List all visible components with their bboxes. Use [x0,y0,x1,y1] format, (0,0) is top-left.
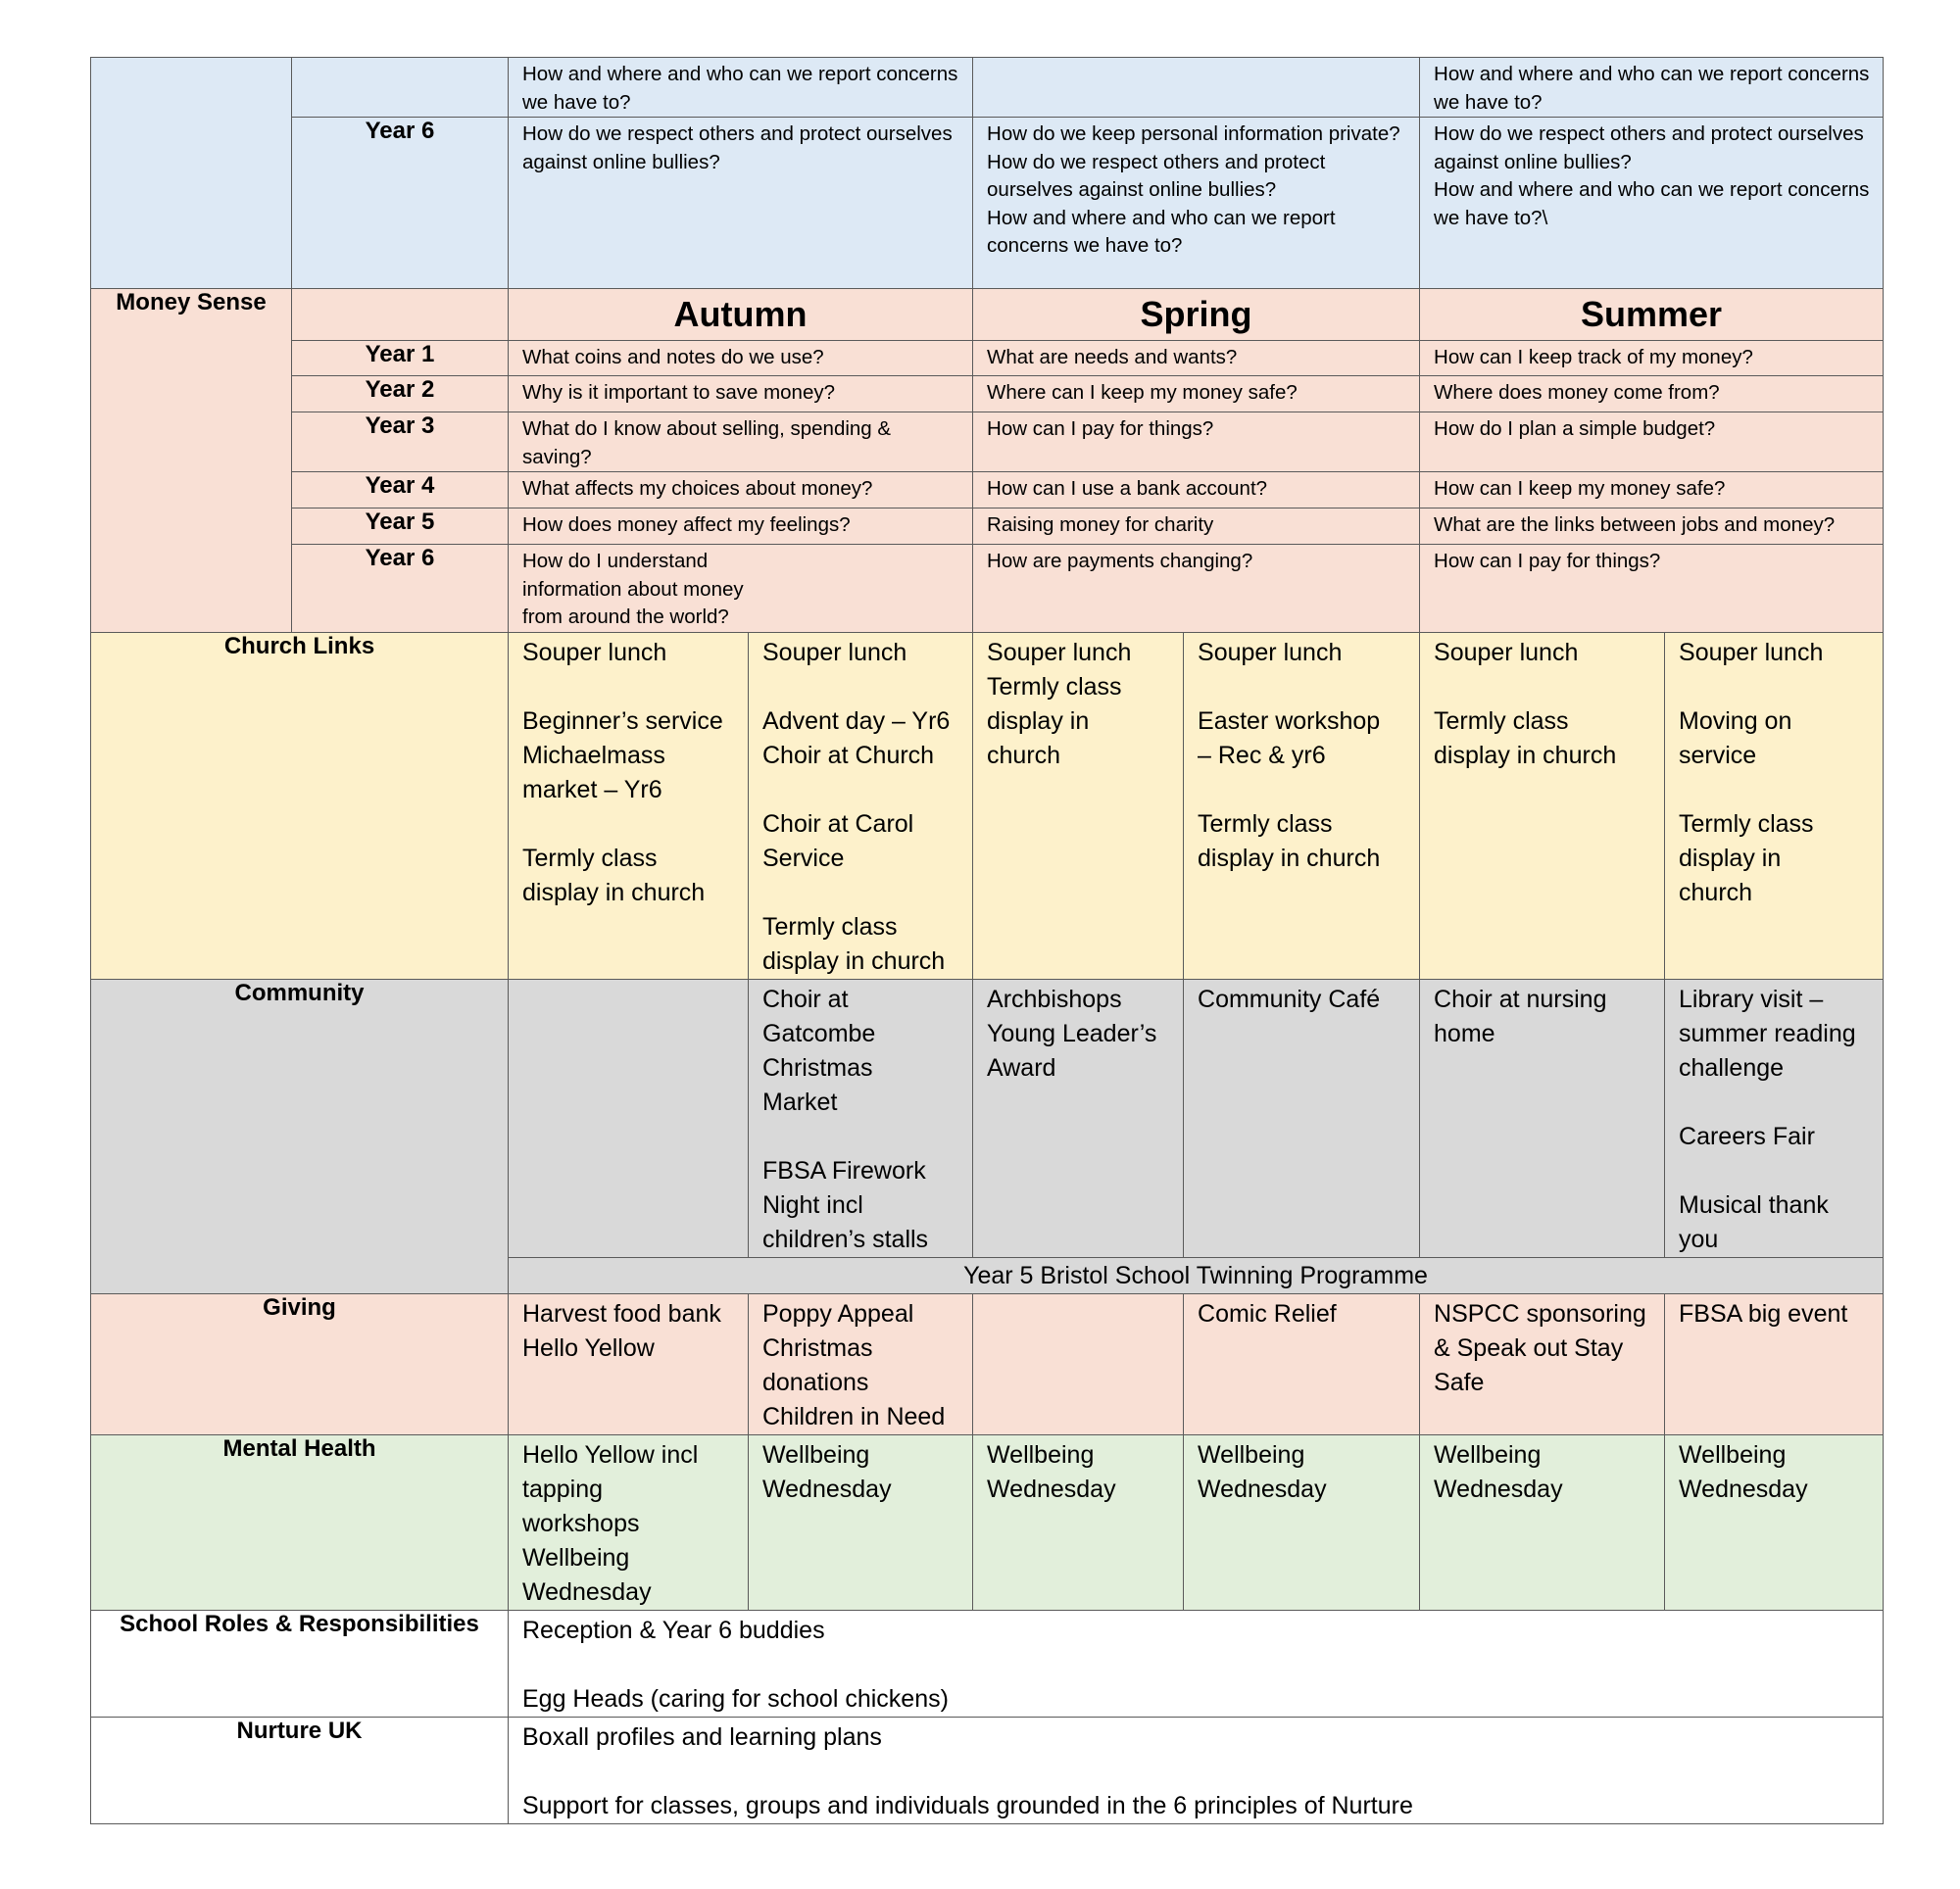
community-cell: Library visit – summer reading challenge Careers Fair Musical thank you [1665,979,1884,1257]
spring-question [973,58,1420,118]
mental-health-cell: Hello Yellow incl tapping workshops Wellbeing Wednesday [509,1434,749,1610]
autumn-question: How do I understand information about money from around the world? [509,545,973,633]
money-sense-label: Money Sense [91,289,292,633]
giving-label: Giving [91,1293,509,1434]
twinning-programme: Year 5 Bristol School Twinning Programme [509,1257,1884,1293]
money-sense-row [91,376,1884,412]
spring-question: What are needs and wants? [973,341,1420,376]
summer-question: How and where and who can we report concerns we have to? [1420,58,1884,118]
giving-cell [973,1293,1184,1434]
community-cell: Community Café [1184,979,1420,1257]
autumn-question: How does money affect my feelings? [509,509,973,545]
spring-question: How can I pay for things? [973,412,1420,472]
online-safety-section-label [91,58,292,289]
season-header-spring: Spring [973,289,1420,341]
autumn-question: What do I know about selling, spending & saving? [509,412,973,472]
school-roles-text: Reception & Year 6 buddies Egg Heads (caring for school chickens) [509,1610,1884,1717]
spring-question: Where can I keep my money safe? [973,376,1420,412]
church-links-cell: Souper lunch Beginner’s service Michaelmass market – Yr6 Termly class display in church [509,632,749,979]
spring-question: How are payments changing? [973,545,1420,633]
giving-cell: Harvest food bank Hello Yellow [509,1293,749,1434]
giving-cell: Poppy Appeal Christmas donations Children in Need [749,1293,973,1434]
spring-question: Raising money for charity [973,509,1420,545]
year-label: Year 6 [292,118,509,289]
school-roles-row [91,1610,1884,1717]
year-label [292,58,509,118]
summer-question: What are the links between jobs and money? [1420,509,1884,545]
autumn-question: What coins and notes do we use? [509,341,973,376]
mental-health-row [91,1434,1884,1610]
community-row [91,979,1884,1257]
summer-question: How can I keep my money safe? [1420,472,1884,509]
year-label: Year 6 [292,545,509,633]
mental-health-cell: Wellbeing Wednesday [1184,1434,1420,1610]
church-links-label: Church Links [91,632,509,979]
mental-health-cell: Wellbeing Wednesday [973,1434,1184,1610]
summer-question: How can I keep track of my money? [1420,341,1884,376]
online-safety-row [91,58,1884,118]
giving-cell: NSPCC sponsoring & Speak out Stay Safe [1420,1293,1665,1434]
year-label: Year 2 [292,376,509,412]
mental-health-cell: Wellbeing Wednesday [749,1434,973,1610]
money-sense-row [91,545,1884,633]
curriculum-table [90,57,1884,1824]
summer-question: Where does money come from? [1420,376,1884,412]
year-label [292,289,509,341]
autumn-question: How do we respect others and protect ourselves against online bullies? [509,118,973,289]
summer-question: How do I plan a simple budget? [1420,412,1884,472]
school-roles-label: School Roles & Responsibilities [91,1610,509,1717]
community-cell [509,979,749,1257]
summer-question: How can I pay for things? [1420,545,1884,633]
money-sense-season-header-row [91,289,1884,341]
year-label: Year 3 [292,412,509,472]
online-safety-year6-row [91,118,1884,289]
church-links-cell: Souper lunch Advent day – Yr6 Choir at Church Choir at Carol Service Termly class display in church [749,632,973,979]
community-label: Community [91,979,509,1293]
giving-row [91,1293,1884,1434]
money-sense-row [91,412,1884,472]
autumn-question: How and where and who can we report concerns we have to? [509,58,973,118]
church-links-row [91,632,1884,979]
season-header-autumn: Autumn [509,289,973,341]
money-sense-row [91,472,1884,509]
nurture-uk-row [91,1717,1884,1823]
year-label: Year 5 [292,509,509,545]
nurture-uk-label: Nurture UK [91,1717,509,1823]
year-label: Year 4 [292,472,509,509]
community-cell: Choir at nursing home [1420,979,1665,1257]
mental-health-cell: Wellbeing Wednesday [1420,1434,1665,1610]
church-links-cell: Souper lunch Moving on service Termly class display in church [1665,632,1884,979]
spring-question: How do we keep personal information private? How do we respect others and protect ourselves against online bullies? How and where and who can we report concerns we have to? [973,118,1420,289]
money-sense-row [91,341,1884,376]
summer-question: How do we respect others and protect ourselves against online bullies? How and where and who can we report concerns we have to?\ [1420,118,1884,289]
autumn-question: What affects my choices about money? [509,472,973,509]
community-cell: Archbishops Young Leader’s Award [973,979,1184,1257]
autumn-question: Why is it important to save money? [509,376,973,412]
money-sense-row [91,509,1884,545]
giving-cell: Comic Relief [1184,1293,1420,1434]
church-links-cell: Souper lunch Easter workshop – Rec & yr6 Termly class display in church [1184,632,1420,979]
mental-health-label: Mental Health [91,1434,509,1610]
spring-question: How can I use a bank account? [973,472,1420,509]
mental-health-cell: Wellbeing Wednesday [1665,1434,1884,1610]
giving-cell: FBSA big event [1665,1293,1884,1434]
church-links-cell: Souper lunch Termly class display in church [973,632,1184,979]
church-links-cell: Souper lunch Termly class display in church [1420,632,1665,979]
nurture-uk-text: Boxall profiles and learning plans Support for classes, groups and individuals grounded in the 6 principles of Nurture [509,1717,1884,1823]
year-label: Year 1 [292,341,509,376]
community-cell: Choir at Gatcombe Christmas Market FBSA Firework Night incl children’s stalls [749,979,973,1257]
season-header-summer: Summer [1420,289,1884,341]
